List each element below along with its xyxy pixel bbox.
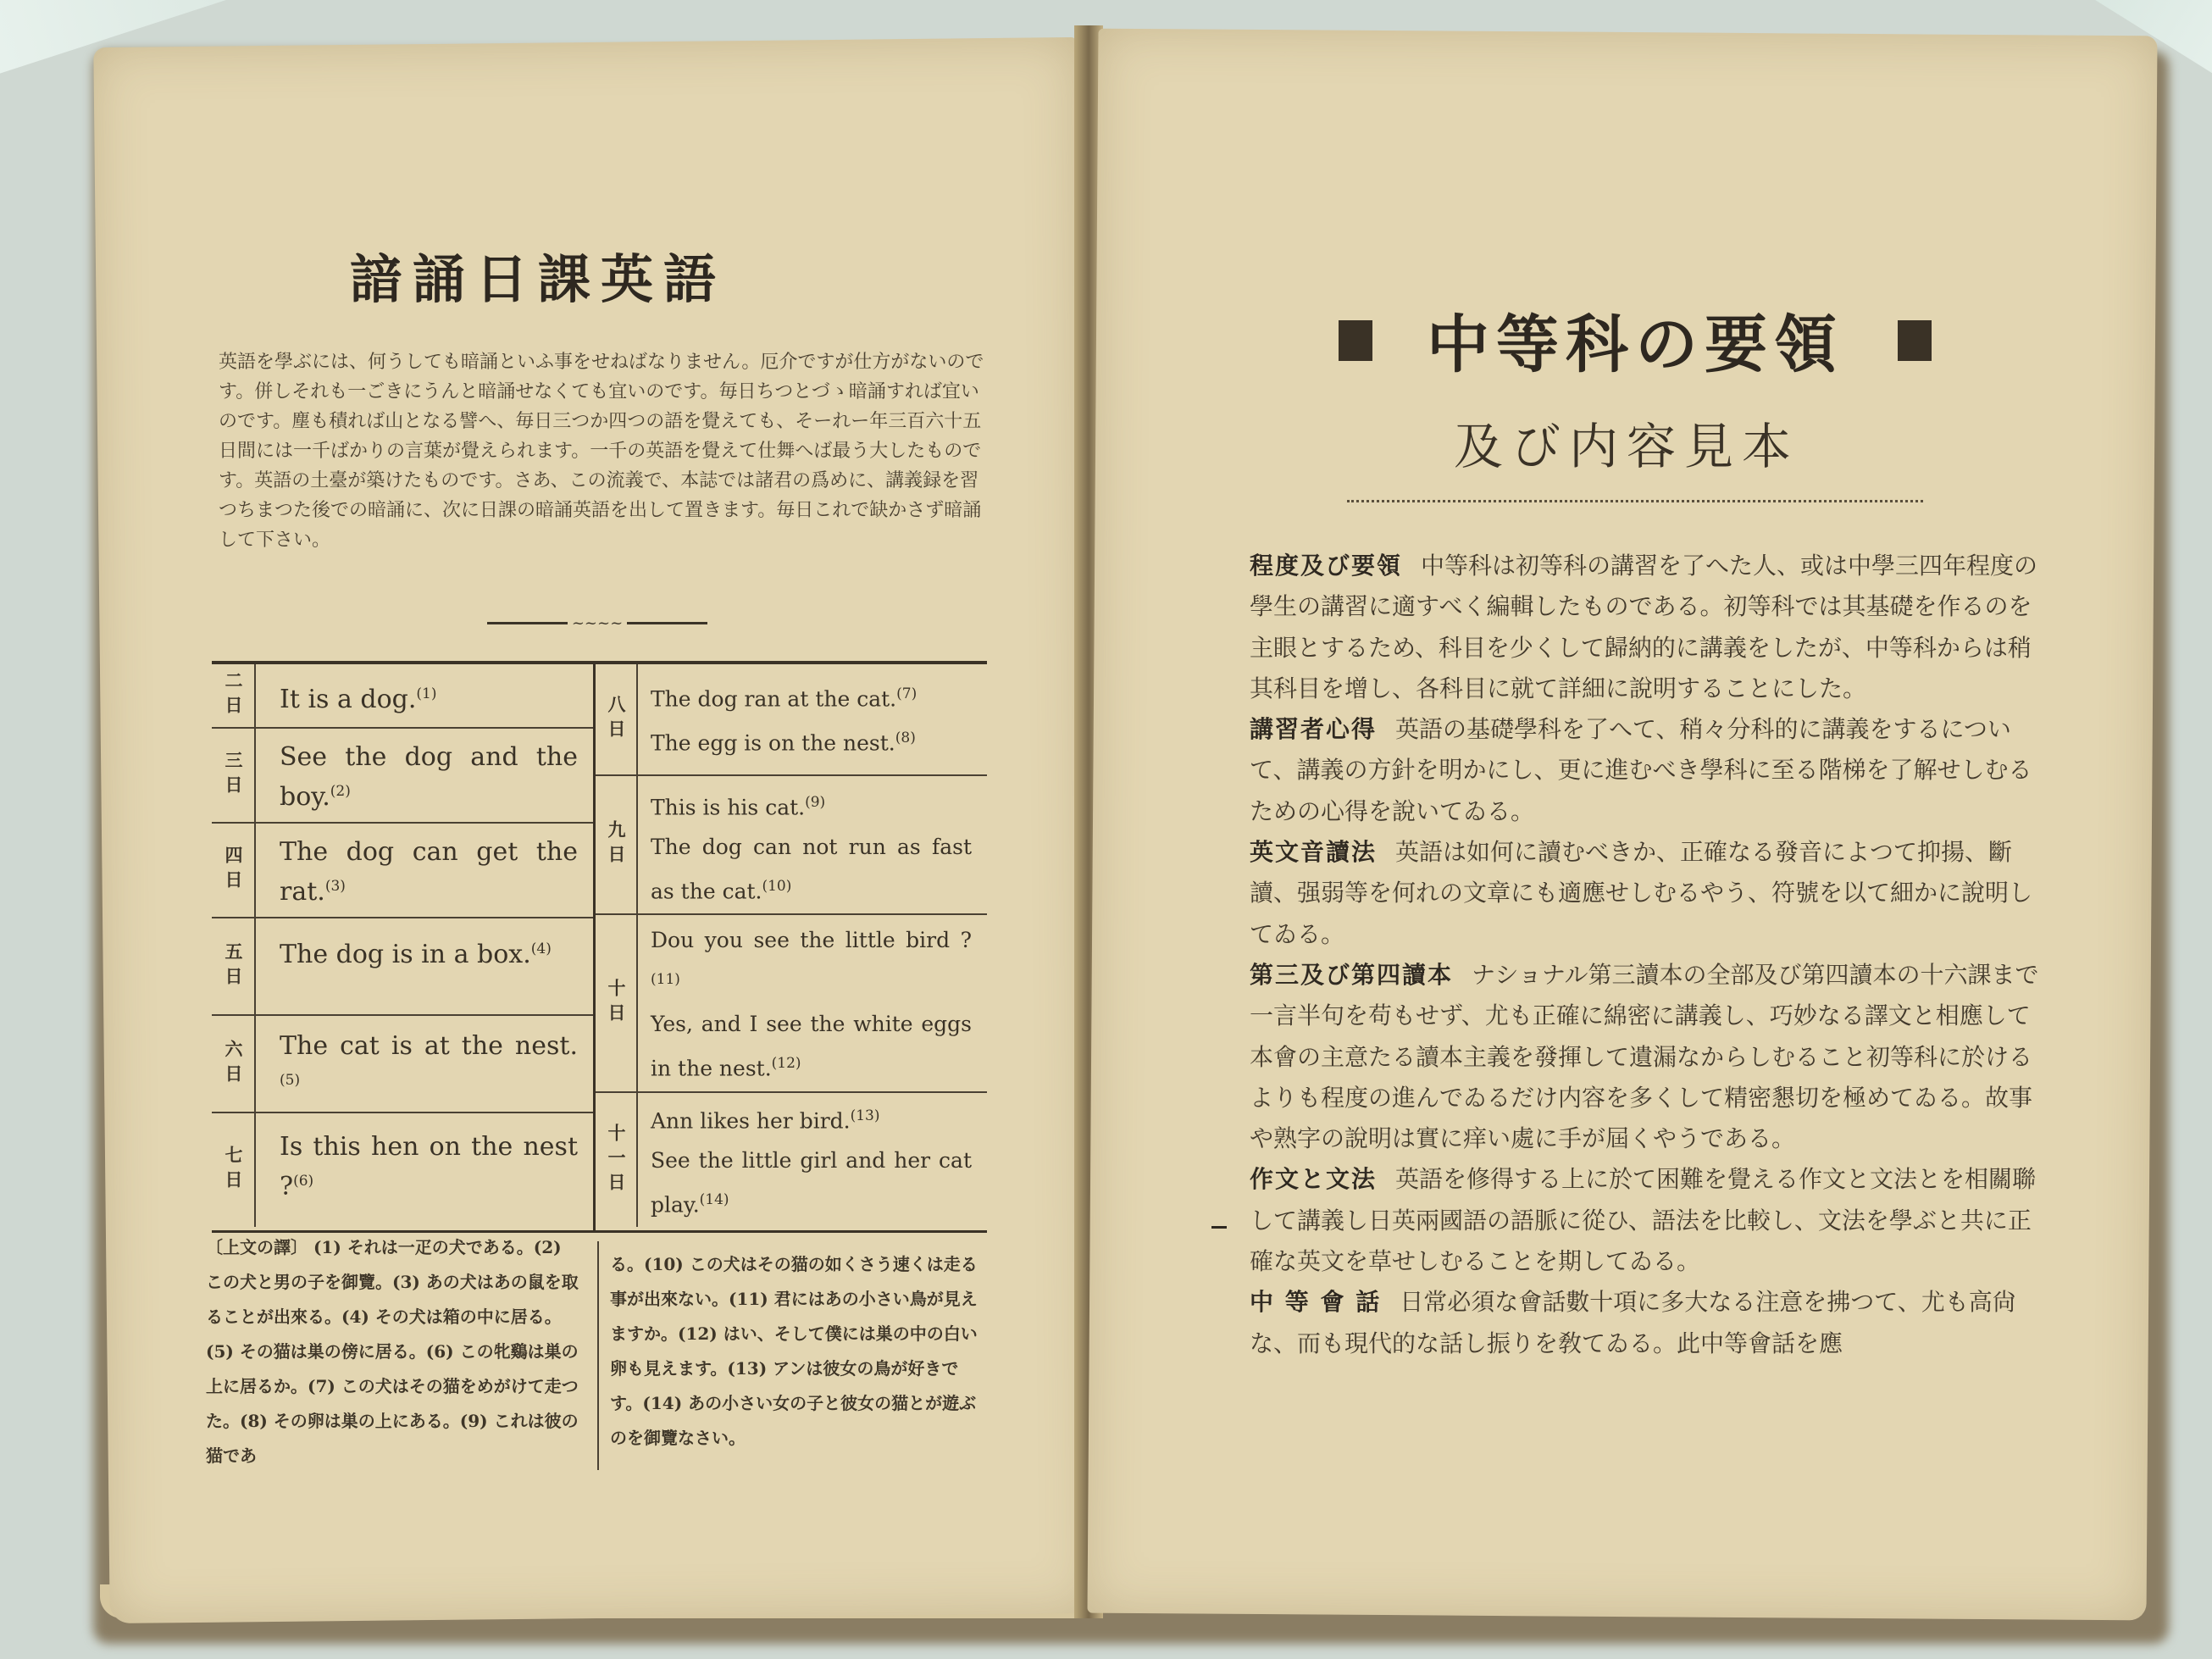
lesson-sentence: The dog can get the rat.$^{(3)}$	[280, 837, 578, 907]
lesson-row	[212, 729, 593, 824]
lesson-sentence: The cat is at the nest.$^{(5)}$	[280, 1031, 578, 1089]
lessons-column-left	[212, 664, 596, 1230]
section-paragraph	[1250, 709, 2046, 832]
translation-notes-right: る。(10) この犬はその猫の如くさう速くは走る事が出來ない。(11) 君にはあの小さい鳥が見えますか。(12) はい、そして僕には巣の中の白い卵も見えます。(13) アンは彼女の鳥が好きです。(14) あの小さい女の子と彼女の猫とが遊ぶのを御覽なさい。	[610, 1254, 978, 1448]
lesson-day: 八日	[596, 664, 638, 774]
left-page-intro: 英語を學ぶには、何うしても暗誦といふ事をせねばなりません。厄介ですが仕方がないのです。併しそれも一ごきにうんと暗誦せなくても宜いのです。毎日ちつとづゝ暗誦すれば宜いのです。塵も積れば山となる譬へ、毎日三つか四つの語を覺えても、そーれー年三百六十五日間には一千ばかりの言葉が覺えられます。一千の英語を覺えて仕舞へば最う大したものです。英語の土臺が築けたものです。さあ、この流義で、本誌では諸君の爲めに、講義録を習つちまつた後での暗誦に、次に日課の暗誦英語を出して置きます。毎日これで缺かさず暗誦して下さい。	[219, 352, 984, 551]
lesson-sentence: Dou you see the little bird ?$^{(11)}$ Yes, and I see the white eggs in the nest.$^{(12)}$	[651, 928, 972, 1081]
lesson-day: 九日	[596, 776, 638, 913]
right-title-block	[1339, 295, 1932, 380]
lesson-row	[212, 918, 593, 1016]
ornament-divider	[487, 614, 707, 631]
lesson-day: 四日	[212, 824, 256, 917]
lesson-day: 十日	[596, 915, 638, 1091]
section-text: 英語を修得する上に於て困難を覺える作文と文法とを相關聯して講義し日英兩國語の語脈に從ひ、語法を比較し、文法を學ぶと共に正確な英文を草せしむることを期してゐる。	[1250, 1165, 2037, 1276]
right-page-title: 中等科の要領	[1427, 308, 1843, 381]
section-text: 中等科は初等科の講習を了へた人、或は中學三四年程度の學生の講習に適すべく編輯したものである。初等科では其基礎を作るのを主眼とするため、科目を少くして歸納的に講義をしたが、中等科からは稍其科目を增し、各科目に就て詳細に說明することにした。	[1250, 552, 2038, 702]
lesson-sentence: The dog ran at the cat.$^{(7)}$ The egg is on the nest.$^{(8)}$	[651, 685, 918, 756]
lesson-row	[212, 1016, 593, 1113]
section-paragraph	[1250, 1282, 2046, 1364]
lesson-row	[596, 664, 987, 776]
lesson-row	[212, 1113, 593, 1227]
lesson-row	[596, 915, 987, 1093]
lesson-row	[212, 824, 593, 918]
wavy-divider	[1347, 500, 1923, 513]
lesson-row	[596, 1093, 987, 1227]
section-heading: 程度及び要領	[1250, 552, 1403, 580]
lesson-sentence: The dog is in a box.$^{(4)}$	[280, 940, 552, 969]
translation-notes-left: 〔上文の譯〕 (1) それは一疋の犬である。(2) この犬と男の子を御覽。(3) あの犬はあの鼠を取ることが出來る。(4) その犬は箱の中に居る。(5) その猫は巣の傍に居る。(6) この牝鷄は巣の上に居るか。(7) この犬はその猫をめがけて走つた。(8) その卵は巣の上にある。(9) これは彼の猫であ	[206, 1237, 579, 1466]
right-page-body	[1250, 546, 2046, 1364]
lesson-day: 二日	[212, 664, 256, 727]
ornament-wave: ~~~~	[571, 614, 624, 632]
section-text: 英語は如何に讀むべきか、正確なる發音によつて抑揚、斷讀、强弱等を何れの文章にも適應せしむるやう、符號を以て細かに說明してゐる。	[1250, 838, 2033, 948]
lesson-day: 十一日	[596, 1093, 638, 1227]
section-heading: 英文音讀法	[1250, 838, 1378, 867]
title-square-mark	[1339, 320, 1372, 361]
lesson-sentence: This is his cat.$^{(9)}$ The dog can not run as fast as the cat.$^{(10)}$	[651, 794, 972, 904]
section-paragraph	[1250, 955, 2046, 1159]
lesson-day: 三日	[212, 729, 256, 822]
lesson-sentence: See the dog and the boy.$^{(2)}$	[280, 742, 578, 812]
lesson-day: 六日	[212, 1016, 256, 1112]
lesson-day: 五日	[212, 918, 256, 1014]
lessons-table	[212, 661, 987, 1233]
title-square-mark	[1898, 320, 1932, 361]
section-text: ナショナル第三讀本の全部及び第四讀本の十六課まで一言半句を苟もせず、尤も正確に綿密に講義し、巧妙なる譯文と相應して本會の主意たる讀本主義を發揮して遺漏なからしむること初等科に於けるよりも程度の進んでゐるだけ内容を多くして精密懇切を極めてゐる。故事や熟字の說明は實に痒い處に手が屆くやうである。	[1250, 960, 2039, 1153]
lesson-row	[596, 776, 987, 915]
section-heading: 講習者心得	[1250, 715, 1378, 744]
section-paragraph	[1250, 1159, 2046, 1282]
section-paragraph	[1250, 832, 2046, 955]
lesson-day: 七日	[212, 1113, 256, 1227]
lesson-sentence: It is a dog.$^{(1)}$	[280, 685, 437, 714]
lesson-sentence: Ann likes her bird.$^{(13)}$ See the little girl and her cat play.$^{(14)}$	[651, 1107, 972, 1218]
section-text: 英語の基礎學科を了へて、稍々分科的に講義をするについて、講義の方針を明かにし、更に進むべき學科に至る階梯を了解せしむるための心得を說いてゐる。	[1250, 715, 2032, 825]
section-text: 日常必須な會話數十項に多大なる注意を拂つて、尤も高尙な、而も現代的な話し振りを敎てゐる。此中等會話を應	[1250, 1288, 2016, 1357]
left-page-title: 諳誦日課英語	[349, 248, 726, 310]
section-heading: 作文と文法	[1250, 1165, 1378, 1194]
section-heading: 中 等 會 話	[1250, 1288, 1382, 1317]
right-page-subtitle: 及び内容見本	[1453, 418, 1799, 475]
lesson-sentence: Is this hen on the nest ?$^{(6)}$	[280, 1132, 578, 1201]
section-paragraph	[1250, 546, 2046, 709]
notes-divider	[597, 1241, 599, 1470]
section-heading: 第三及び第四讀本	[1250, 960, 1454, 989]
margin-dash	[1211, 1226, 1227, 1229]
lesson-row	[212, 664, 593, 729]
lessons-column-right	[596, 664, 987, 1230]
